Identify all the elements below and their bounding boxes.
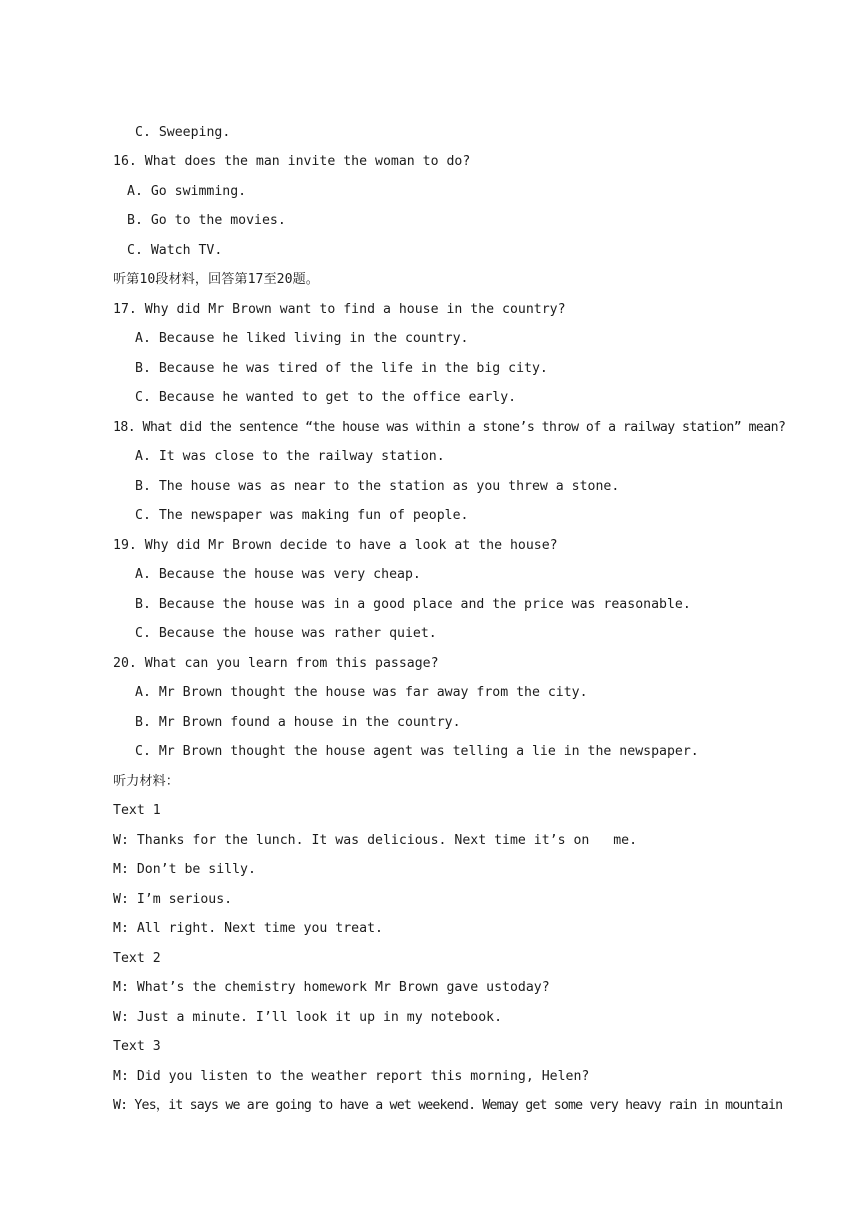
section-instruction: 听第10段材料，回答第17至20题。: [113, 272, 319, 287]
q19-option-b: B. Because the house was in a good place and the price was reasonable.: [135, 597, 691, 612]
q20-option-b: B. Mr Brown found a house in the country.: [135, 715, 461, 730]
text-1-line-2: M: Don’t be silly.: [113, 862, 256, 877]
q16-option-b: B. Go to the movies.: [127, 213, 286, 228]
q18-option-b: B. The house was as near to the station as you threw a stone.: [135, 479, 620, 494]
text-2-heading: Text 2: [113, 951, 161, 966]
text-1-heading: Text 1: [113, 803, 161, 818]
q16-question: 16. What does the man invite the woman to do?: [113, 154, 471, 169]
q18-question: 18. What did the sentence “the house was within a stone’s throw of a railway station” mean?: [113, 420, 786, 435]
text-3-heading: Text 3: [113, 1039, 161, 1054]
q19-option-a: A. Because the house was very cheap.: [135, 567, 421, 582]
q20-option-c: C. Mr Brown thought the house agent was telling a lie in the newspaper.: [135, 744, 699, 759]
text-2-line-2: W: Just a minute. I’ll look it up in my notebook.: [113, 1010, 503, 1025]
text-3-line-2: W: Yes，it says we are going to have a wet weekend. Wemay get some very heavy rain in mountain: [113, 1098, 783, 1113]
q17-option-b: B. Because he was tired of the life in the big city.: [135, 361, 548, 376]
text-1-line-3: W: I’m serious.: [113, 892, 233, 907]
text-1-line-4: M: All right. Next time you treat.: [113, 921, 383, 936]
q20-option-a: A. Mr Brown thought the house was far away from the city.: [135, 685, 588, 700]
q18-option-c: C. The newspaper was making fun of people.: [135, 508, 469, 523]
q18-option-a: A. It was close to the railway station.: [135, 449, 445, 464]
q16-option-c: C. Watch TV.: [127, 243, 223, 258]
q17-question: 17. Why did Mr Brown want to find a house in the country?: [113, 302, 566, 317]
q19-question: 19. Why did Mr Brown decide to have a look at the house?: [113, 538, 558, 553]
text-1-line-1: W: Thanks for the lunch. It was delicious. Next time it’s on me.: [113, 833, 638, 848]
q19-option-c: C. Because the house was rather quiet.: [135, 626, 437, 641]
q17-option-c: C. Because he wanted to get to the office early.: [135, 390, 517, 405]
transcript-heading: 听力材料：: [113, 774, 179, 789]
text-2-line-1: M: What’s the chemistry homework Mr Brown gave ustoday?: [113, 980, 550, 995]
text-3-line-1: M: Did you listen to the weather report this morning, Helen?: [113, 1069, 590, 1084]
q15-option-c: C. Sweeping.: [135, 125, 231, 140]
q17-option-a: A. Because he liked living in the country.: [135, 331, 469, 346]
q20-question: 20. What can you learn from this passage?: [113, 656, 439, 671]
q16-option-a: A. Go swimming.: [127, 184, 247, 199]
